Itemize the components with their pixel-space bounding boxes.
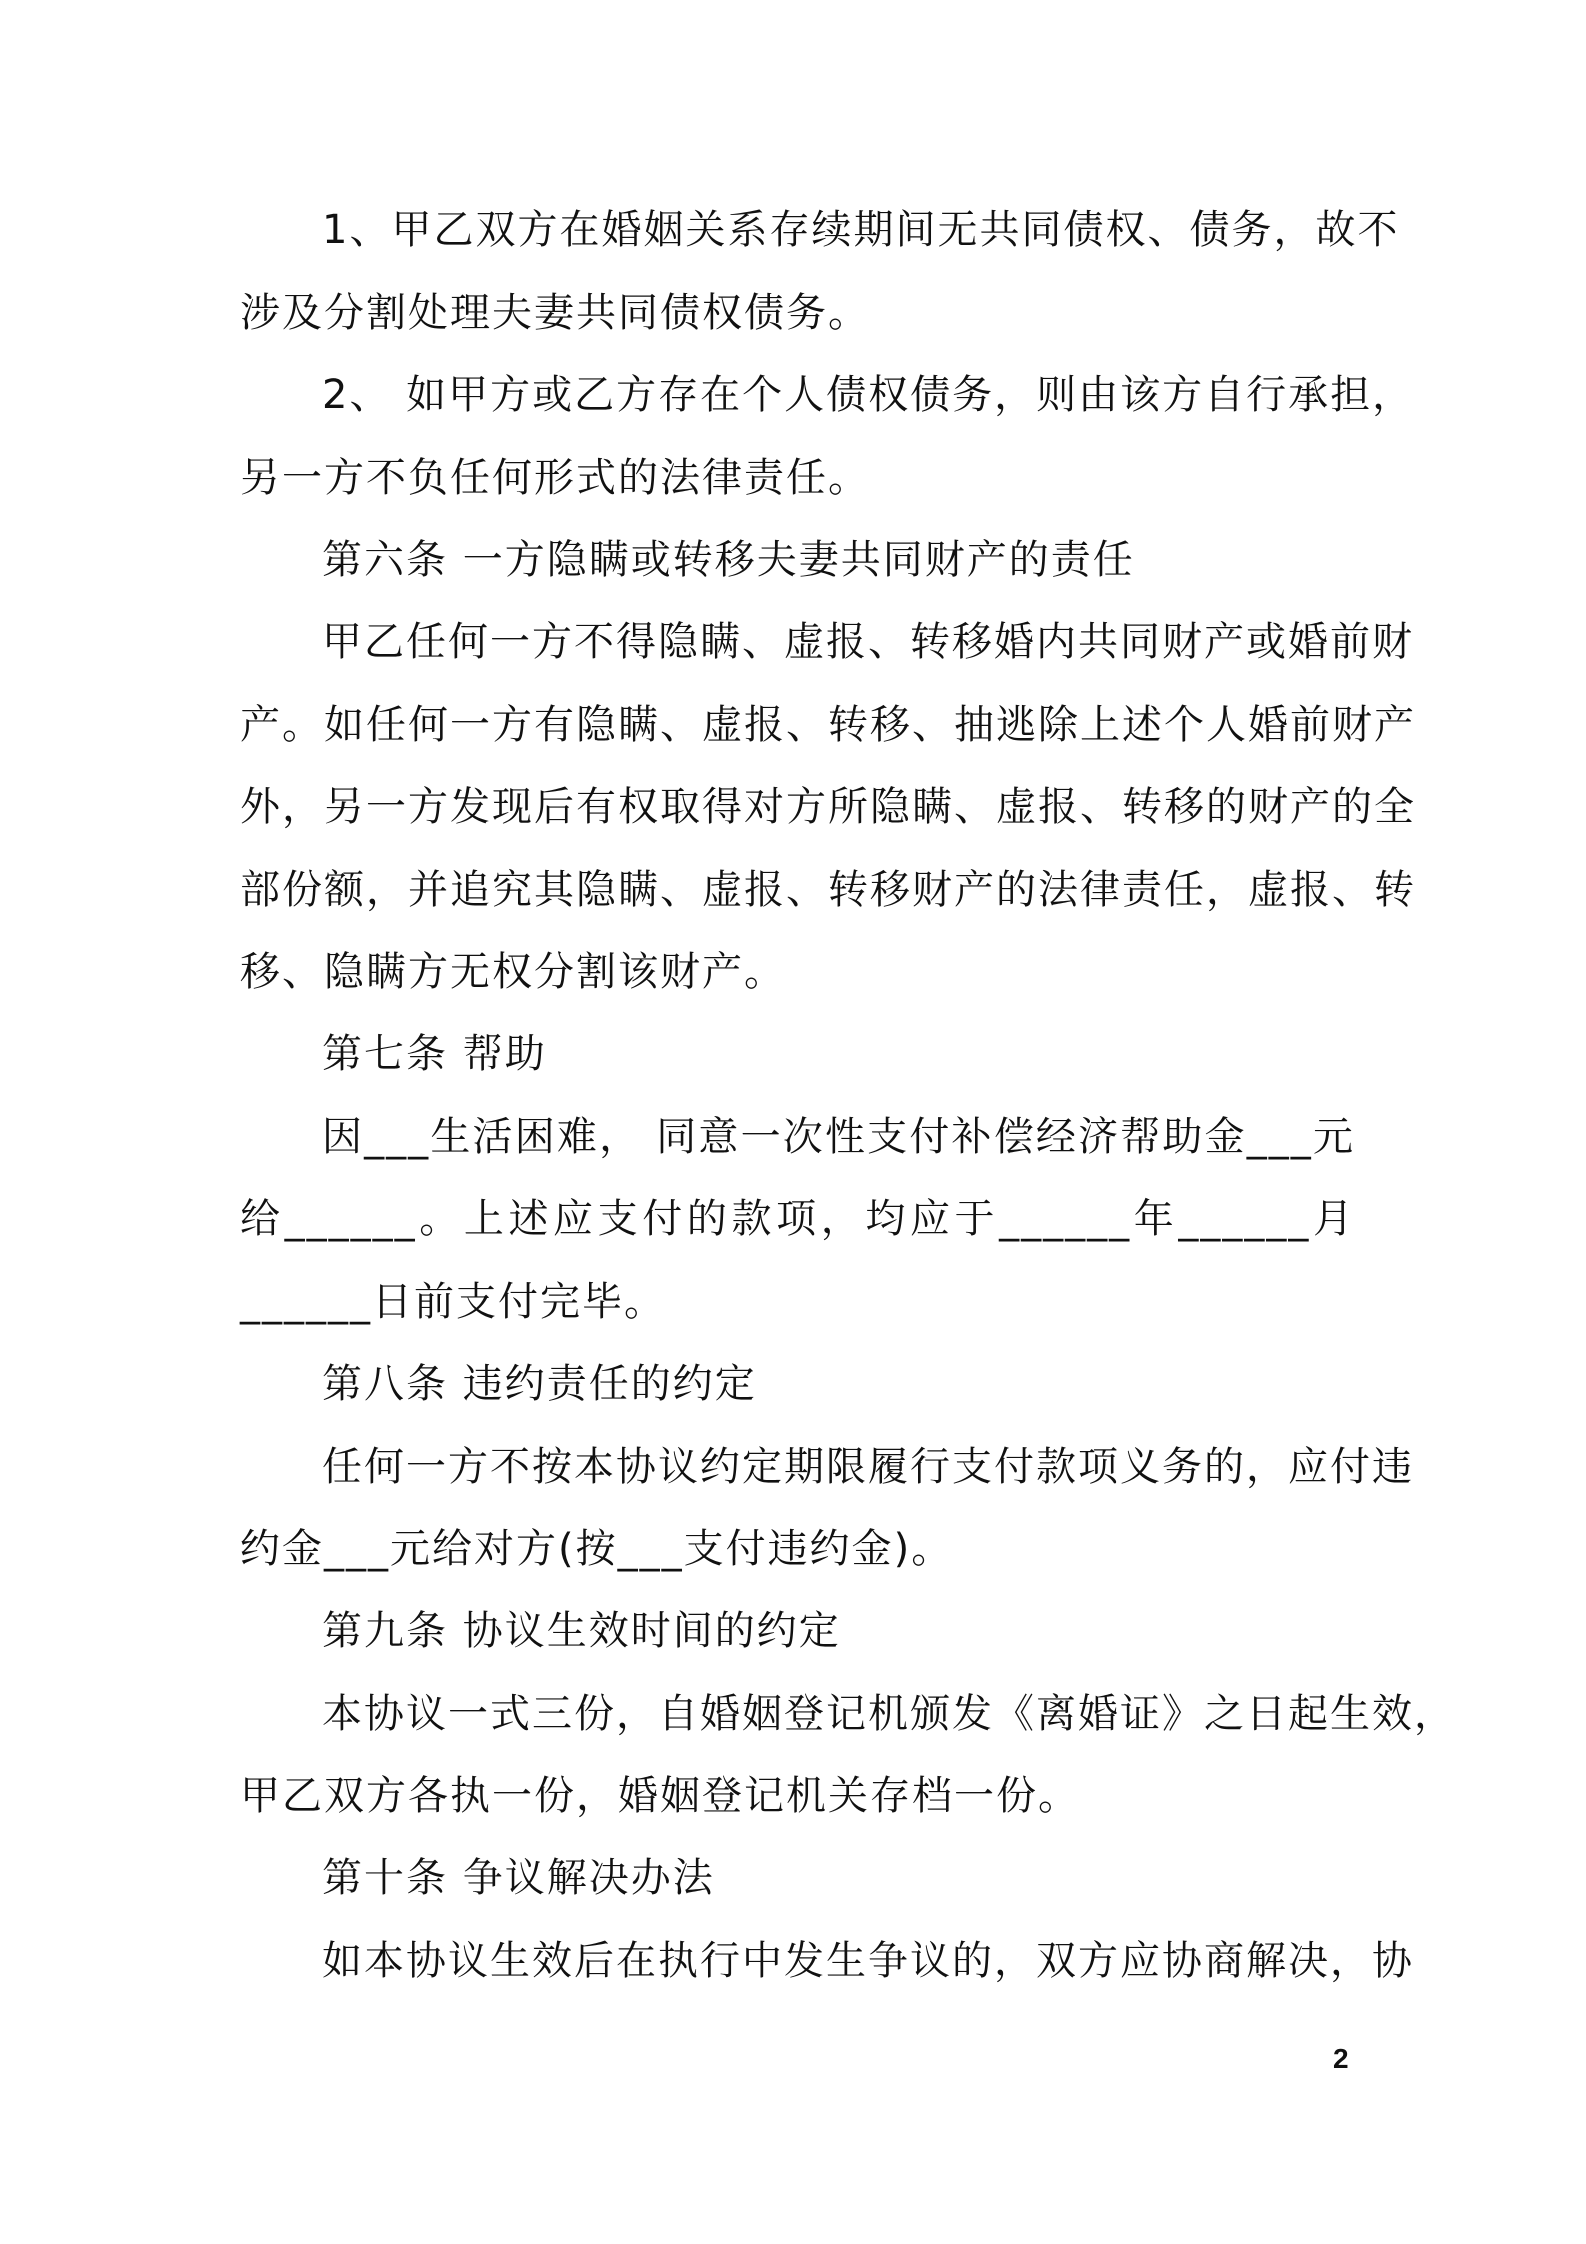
paragraph-line: 如本协议生效后在执行中发生争议的，双方应协商解决，协: [322, 1938, 1414, 1984]
paragraph-line: 任何一方不按本协议约定期限履行支付款项义务的，应付违: [322, 1444, 1414, 1490]
paragraph-line: ______日前支付完毕。: [240, 1279, 666, 1325]
paragraph-line: 另一方不负任何形式的法律责任。: [240, 455, 870, 501]
paragraph-line: 2、 如甲方或乙方存在个人债权债务，则由该方自行承担，: [322, 372, 1415, 418]
article-heading: 第六条 一方隐瞒或转移夫妻共同财产的责任: [322, 537, 1135, 583]
page-number: 2: [1333, 2043, 1349, 2074]
paragraph-line: 给______。上述应支付的款项，均应于______年______月: [240, 1196, 1355, 1242]
paragraph-line: 部份额，并追究其隐瞒、虚报、转移财产的法律责任，虚报、转: [240, 867, 1416, 913]
paragraph-line: 本协议一式三份，自婚姻登记机颁发《离婚证》之日起生效，: [322, 1691, 1456, 1737]
paragraph-line: 外，另一方发现后有权取得对方所隐瞒、虚报、转移的财产的全: [240, 784, 1416, 830]
paragraph-line: 1、甲乙双方在婚姻关系存续期间无共同债权、债务，故不: [322, 207, 1400, 253]
paragraph-line: 约金___元给对方(按___支付违约金)。: [240, 1526, 954, 1572]
paragraph-line: 甲乙任何一方不得隐瞒、虚报、转移婚内共同财产或婚前财: [322, 619, 1414, 665]
paragraph-line: 移、隐瞒方无权分割该财产。: [240, 949, 786, 995]
article-heading: 第十条 争议解决办法: [322, 1855, 715, 1901]
paragraph-line: 产。如任何一方有隐瞒、虚报、转移、抽逃除上述个人婚前财产: [240, 702, 1416, 748]
paragraph-line: 涉及分割处理夫妻共同债权债务。: [240, 290, 870, 336]
article-heading: 第九条 协议生效时间的约定: [322, 1608, 841, 1654]
paragraph-line: 因___生活困难， 同意一次性支付补偿经济帮助金___元: [322, 1114, 1355, 1160]
paragraph-line: 甲乙双方各执一份，婚姻登记机关存档一份。: [240, 1773, 1080, 1819]
article-heading: 第八条 违约责任的约定: [322, 1361, 757, 1407]
article-heading: 第七条 帮助: [322, 1031, 547, 1077]
